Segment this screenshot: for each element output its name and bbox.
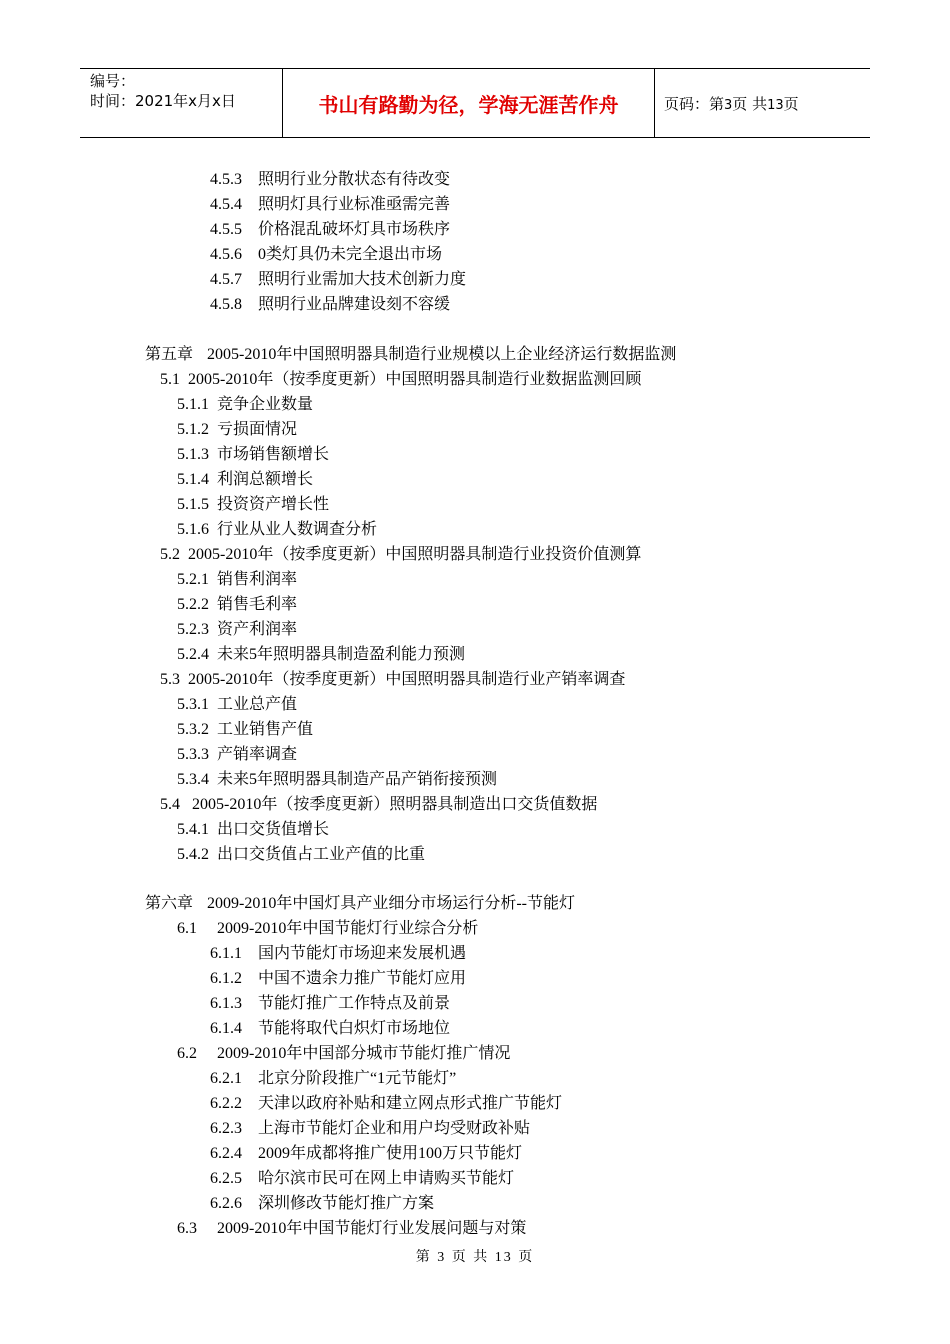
toc-entry (160, 543, 641, 567)
toc-entry (160, 668, 625, 692)
toc-entry-number: 5.1 (160, 371, 180, 388)
toc-entry-title: 2009-2010年中国灯具产业细分市场运行分析--节能灯 (207, 895, 576, 912)
toc-entry-title: 照明灯具行业标准亟需完善 (258, 196, 451, 213)
toc-entry-number: 5.3 (160, 671, 180, 688)
toc-entry-title: 节能将取代白炽灯市场地位 (258, 1020, 451, 1037)
toc-entry-number: 5.1.2 (177, 421, 209, 438)
toc-entry (210, 293, 450, 317)
toc-entry-number: 4.5.5 (210, 221, 242, 238)
toc-entry (210, 268, 466, 292)
toc-entry-number: 5.2.1 (177, 571, 209, 588)
toc-entry (177, 1217, 526, 1241)
toc-entry-number: 6.2.5 (210, 1170, 242, 1187)
toc-entry (145, 343, 676, 367)
toc-entry (210, 942, 466, 966)
toc-entry (177, 718, 313, 742)
toc-entry-number: 5.4.1 (177, 821, 209, 838)
toc-entry-title: 2009-2010年中国节能灯行业综合分析 (213, 920, 479, 937)
toc-entry (210, 1167, 514, 1191)
toc-entry-title: 天津以政府补贴和建立网点形式推广节能灯 (258, 1095, 563, 1112)
toc-entry (177, 418, 297, 442)
toc-entry-title: 亏损面情况 (217, 421, 298, 438)
toc-entry (210, 1017, 450, 1041)
toc-entry-number: 5.1.6 (177, 521, 209, 538)
toc-entry (210, 193, 450, 217)
toc-entry-number: 4.5.8 (210, 296, 242, 313)
page-footer: 第 3 页 共 13 页 (415, 1250, 535, 1265)
toc-entry-title: 0类灯具仍未完全退出市场 (258, 246, 443, 263)
toc-entry-number: 5.1.3 (177, 446, 209, 463)
toc-entry-title: 资产利润率 (217, 621, 298, 638)
header-motto: 书山有路勤为径，学海无涯苦作舟 (318, 93, 619, 117)
toc-entry-number: 5.3.4 (177, 771, 209, 788)
toc-entry (210, 1092, 562, 1116)
toc-entry (177, 468, 313, 492)
toc-entry-number: 5.3.1 (177, 696, 209, 713)
toc-entry-number: 6.2.6 (210, 1195, 242, 1212)
toc-entry (177, 768, 497, 792)
toc-entry (210, 243, 442, 267)
toc-entry-number: 6.1.1 (210, 945, 242, 962)
toc-entry-number: 4.5.3 (210, 171, 242, 188)
toc-entry (210, 967, 466, 991)
toc-entry-title: 2009-2010年中国节能灯行业发展问题与对策 (213, 1220, 527, 1237)
toc-entry-title: 销售利润率 (217, 571, 298, 588)
page-total: 13 (767, 98, 784, 113)
page-number: 3 (724, 98, 733, 113)
toc-entry-title: 利润总额增长 (217, 471, 314, 488)
header-meta (90, 71, 236, 111)
toc-entry-number: 6.1.2 (210, 970, 242, 987)
page-suffix: 页 (783, 95, 799, 113)
toc-entry (177, 917, 478, 941)
toc-entry-number: 6.2.2 (210, 1095, 242, 1112)
doc-code-label: 编号： (90, 72, 136, 90)
toc-entry-number: 6.2.1 (210, 1070, 242, 1087)
toc-entry-number: 4.5.6 (210, 246, 242, 263)
toc-entry-title: 市场销售额增长 (217, 446, 330, 463)
toc-entry-number: 6.1.4 (210, 1020, 242, 1037)
toc-entry-title: 哈尔滨市民可在网上申请购买节能灯 (258, 1170, 515, 1187)
toc-entry-number: 6.2 (177, 1045, 197, 1062)
toc-entry (177, 593, 297, 617)
toc-entry (160, 368, 641, 392)
toc-entry-number: 6.2.3 (210, 1120, 242, 1137)
toc-entry (210, 1067, 456, 1091)
toc-entry (177, 818, 329, 842)
toc-entry (210, 218, 450, 242)
toc-entry (177, 693, 297, 717)
toc-entry-title: 工业销售产值 (217, 721, 314, 738)
toc-entry-title: 2005-2010年（按季度更新）中国照明器具制造行业数据监测回顾 (188, 371, 642, 388)
toc-entry-number: 第五章 (145, 346, 194, 363)
header-page-code (664, 93, 799, 114)
toc-entry-title: 2005-2010年（按季度更新）照明器具制造出口交货值数据 (188, 796, 598, 813)
toc-entry-title: 2005-2010年中国照明器具制造行业规模以上企业经济运行数据监测 (207, 346, 677, 363)
toc-entry (177, 493, 329, 517)
toc-entry-title: 出口交货值增长 (217, 821, 330, 838)
toc-entry (177, 743, 297, 767)
page-prefix: 页码：第 (664, 95, 725, 113)
toc-entry-title: 未来5年照明器具制造产品产销衔接预测 (217, 771, 498, 788)
toc-entry-title: 中国不遗余力推广节能灯应用 (258, 970, 467, 987)
toc-entry-title: 未来5年照明器具制造盈利能力预测 (217, 646, 466, 663)
toc-entry (160, 793, 597, 817)
toc-entry (210, 992, 450, 1016)
toc-entry-number: 6.1.3 (210, 995, 242, 1012)
toc-entry-number: 5.2.2 (177, 596, 209, 613)
toc-entry-title: 照明行业品牌建设刻不容缓 (258, 296, 451, 313)
toc-entry (177, 568, 297, 592)
toc-entry-title: 照明行业分散状态有待改变 (258, 171, 451, 188)
toc-entry (177, 843, 425, 867)
toc-entry-number: 5.2.3 (177, 621, 209, 638)
toc-entry-title: 2009-2010年中国部分城市节能灯推广情况 (213, 1045, 511, 1062)
toc-entry-title: 2005-2010年（按季度更新）中国照明器具制造行业投资价值测算 (188, 546, 642, 563)
page-mid: 页 共 (732, 95, 768, 113)
toc-entry-number: 4.5.7 (210, 271, 242, 288)
toc-entry-title: 国内节能灯市场迎来发展机遇 (258, 945, 467, 962)
toc-entry-number: 5.1.4 (177, 471, 209, 488)
toc-entry-title: 投资资产增长性 (217, 496, 330, 513)
toc-entry (210, 1117, 530, 1141)
toc-entry-title: 2005-2010年（按季度更新）中国照明器具制造行业产销率调查 (188, 671, 626, 688)
toc-entry-title: 北京分阶段推广“1元节能灯” (258, 1070, 457, 1087)
toc-entry-number: 6.3 (177, 1220, 197, 1237)
toc-entry-title: 2009年成都将推广使用100万只节能灯 (258, 1145, 523, 1162)
toc-entry-title: 节能灯推广工作特点及前景 (258, 995, 451, 1012)
toc-entry-number: 5.1.5 (177, 496, 209, 513)
toc-entry-number: 6.2.4 (210, 1145, 242, 1162)
toc-entry-number: 5.4.2 (177, 846, 209, 863)
toc-entry-number: 5.4 (160, 796, 180, 813)
toc-entry (177, 1042, 510, 1066)
toc-entry-title: 工业总产值 (217, 696, 298, 713)
toc-entry (177, 643, 465, 667)
toc-entry (210, 1142, 522, 1166)
toc-entry-title: 照明行业需加大技术创新力度 (258, 271, 467, 288)
toc-entry-title: 销售毛利率 (217, 596, 298, 613)
toc-entry (177, 393, 313, 417)
toc-entry-title: 上海市节能灯企业和用户均受财政补贴 (258, 1120, 531, 1137)
toc-entry-title: 竞争企业数量 (217, 396, 314, 413)
toc-entry-number: 6.1 (177, 920, 197, 937)
toc-entry (210, 1192, 434, 1216)
toc-entry (177, 618, 297, 642)
toc-entry (177, 443, 329, 467)
toc-entry-title: 出口交货值占工业产值的比重 (217, 846, 426, 863)
doc-time-label: 时间：2021年x月x日 (90, 92, 236, 110)
toc-entry (210, 168, 450, 192)
header-divider (654, 69, 655, 137)
toc-entry-number: 5.1.1 (177, 396, 209, 413)
toc-entry (177, 518, 377, 542)
toc-entry-number: 5.2 (160, 546, 180, 563)
toc-entry-number: 4.5.4 (210, 196, 242, 213)
toc-entry-title: 行业从业人数调查分析 (217, 521, 378, 538)
toc-entry-number: 5.2.4 (177, 646, 209, 663)
toc-entry-title: 价格混乱破坏灯具市场秩序 (258, 221, 451, 238)
toc-entry (145, 892, 575, 916)
toc-entry-title: 深圳修改节能灯推广方案 (258, 1195, 435, 1212)
toc-entry-number: 5.3.3 (177, 746, 209, 763)
page-header (80, 68, 870, 138)
toc-entry-number: 第六章 (145, 895, 194, 912)
toc-entry-title: 产销率调查 (217, 746, 298, 763)
toc-entry-number: 5.3.2 (177, 721, 209, 738)
